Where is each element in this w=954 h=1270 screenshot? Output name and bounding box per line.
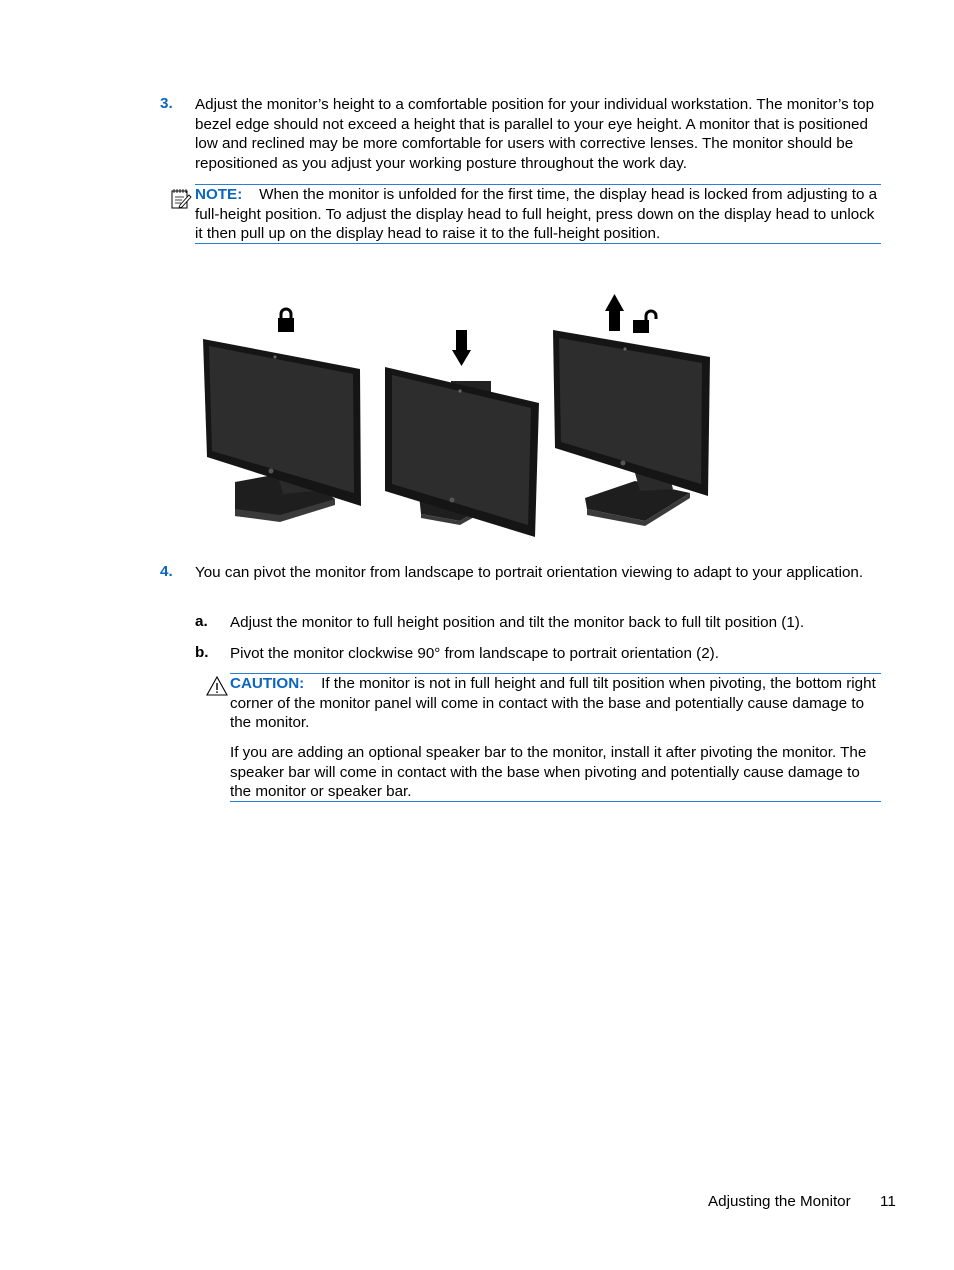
step-3-number: 3. (160, 95, 173, 112)
caution-text: If the monitor is not in full height and full tilt position when pivoting, the bottom right corner of the monitor panel will come in contact with the base and potentially cause damage to the monitor. (230, 675, 876, 731)
monitor-illustration (195, 285, 725, 545)
arrow-down-icon (452, 330, 471, 366)
monitor-raised (553, 330, 710, 526)
substep-b-letter: b. (195, 644, 209, 661)
monitor-pressed (385, 367, 539, 537)
substep-b-text: Pivot the monitor clockwise 90° from landscape to portrait orientation (2). (230, 645, 719, 662)
note-text: When the monitor is unfolded for the first time, the display head is locked from adjusting to a full-height position. To adjust the display head to full height, press down on the display head to unlock it then pull up on the display head to raise it to the full-height position. (195, 186, 878, 242)
monitor-locked (203, 339, 361, 522)
caution-text-2: If you are adding an optional speaker bar to the monitor, install it after pivoting the monitor. The speaker bar will come in contact with the base when pivoting and potentially cause damage to the monitor or speaker bar. (230, 744, 867, 800)
footer-section-title: Adjusting the Monitor (708, 1193, 851, 1210)
caution-bottom-rule (230, 801, 881, 802)
lock-icon (278, 309, 294, 332)
step-4-text: You can pivot the monitor from landscape to portrait orientation viewing to adapt to your application. (195, 564, 864, 581)
note-label: NOTE: (195, 186, 243, 203)
unlock-icon (633, 311, 656, 333)
step-3-text: Adjust the monitor’s height to a comfortable position for your individual workstation. The monitor’s top bezel edge should not exceed a height that is parallel to your eye height. A monitor that is positioned low and reclined may be more comfortable for users with corrective lenses. The monitor should be repositioned as you adjust your working posture throughout the work day. (195, 96, 875, 172)
caution-triangle-icon (206, 676, 228, 696)
substep-a-text: Adjust the monitor to full height position and tilt the monitor back to full tilt position (1). (230, 614, 805, 631)
arrow-up-icon (605, 294, 624, 331)
step-4-number: 4. (160, 563, 173, 580)
caution-block (230, 674, 881, 733)
caution-label: CAUTION: (230, 675, 305, 692)
note-icon (170, 186, 192, 210)
substep-a-letter: a. (195, 613, 208, 630)
note-block (195, 185, 881, 244)
footer-page-number: 11 (880, 1193, 896, 1210)
note-bottom-rule (195, 243, 881, 244)
